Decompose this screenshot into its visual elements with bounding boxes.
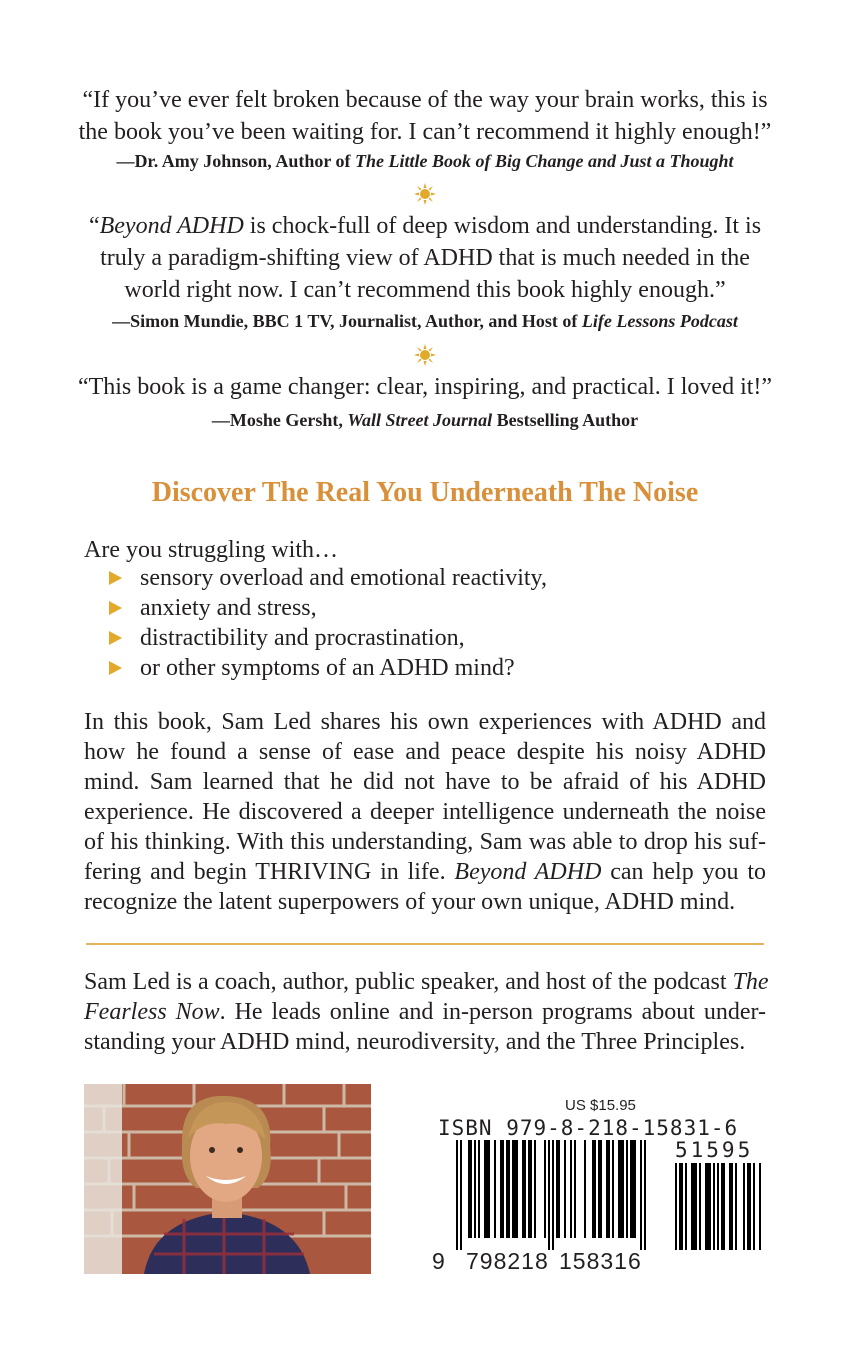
list-item: distractibility and procrastination, bbox=[106, 623, 547, 653]
barcode-bar bbox=[460, 1140, 462, 1250]
endorsement-2-line-3: world right now. I can’t recommend this book highly enough.” bbox=[124, 277, 726, 303]
endorsement-1-line-2: the book you’ve been waiting for. I can’t recommend it highly enough!” bbox=[78, 119, 772, 145]
barcode-bar bbox=[729, 1163, 733, 1250]
barcode-bar bbox=[522, 1140, 526, 1238]
barcode-bar bbox=[753, 1163, 755, 1250]
symptom-list bbox=[106, 563, 547, 683]
price-label: US $15.95 bbox=[565, 1097, 636, 1114]
barcode-bar bbox=[548, 1140, 550, 1250]
endorsement-2-line-2: truly a paradigm-shifting view of ADHD that is much needed in the bbox=[100, 245, 750, 271]
price-addon-code: 51595 bbox=[675, 1138, 754, 1162]
barcode-bar bbox=[618, 1140, 624, 1238]
barcode-digits-right: 158316 bbox=[559, 1248, 642, 1274]
endorsement-1-line-1: “If you’ve ever felt broken because of the way your brain works, this is bbox=[82, 87, 768, 113]
barcode-bar bbox=[626, 1140, 628, 1238]
barcode-bar bbox=[592, 1140, 596, 1238]
barcode-bar bbox=[570, 1140, 572, 1238]
triangle-bullet-icon bbox=[109, 601, 122, 615]
isbn-barcode bbox=[456, 1140, 666, 1250]
endorsement-2-attribution: —Simon Mundie, BBC 1 TV, Journalist, Author, and Host of Life Lessons Podcast bbox=[112, 311, 738, 331]
sun-ornament-icon bbox=[414, 344, 436, 366]
endorsement-1-attribution: —Dr. Amy Johnson, Author of The Little Book of Big Change and Just a Thought bbox=[116, 151, 734, 171]
barcode-bar bbox=[640, 1140, 642, 1250]
triangle-bullet-icon bbox=[109, 661, 122, 675]
lead-question: Are you struggling with… bbox=[84, 537, 338, 563]
barcode-bar bbox=[478, 1140, 480, 1238]
barcode-bar bbox=[759, 1163, 761, 1250]
triangle-bullet-icon bbox=[109, 631, 122, 645]
barcode-bar bbox=[456, 1140, 458, 1250]
barcode-bar bbox=[552, 1140, 554, 1250]
barcode-bar bbox=[468, 1140, 472, 1238]
barcode-bar bbox=[506, 1140, 510, 1238]
book-description: In this book, Sam Led shares his own experiences with ADHD and how he found a sense of ease and peace despite his noisy ADHD mind. Sam learned that he did not have to be afraid of his ADHD experience. He discovered a deeper intelligence underneath the noise of his thinking. With this understanding, Sam was able to drop his suf- fering and begin THRIVING in life. Beyond ADHD can help you to recognize the latent superpowers of your own unique, ADHD mind. bbox=[84, 709, 766, 915]
barcode-digit-prefix: 9 bbox=[432, 1248, 446, 1274]
list-item: anxiety and stress, bbox=[106, 593, 547, 623]
barcode-bar bbox=[474, 1140, 476, 1238]
barcode-bar bbox=[512, 1140, 518, 1238]
triangle-bullet-icon bbox=[109, 571, 122, 585]
sun-ornament-icon bbox=[414, 183, 436, 205]
barcode-bar bbox=[699, 1163, 701, 1250]
barcode-bar bbox=[574, 1140, 576, 1238]
barcode-bar bbox=[612, 1140, 614, 1238]
isbn-text: ISBN 979-8-218-15831-6 bbox=[438, 1116, 739, 1140]
section-heading: Discover The Real You Underneath The Noise bbox=[151, 477, 699, 508]
barcode-bar bbox=[494, 1140, 496, 1238]
barcode-bar bbox=[685, 1163, 687, 1250]
addon-barcode bbox=[675, 1163, 763, 1250]
barcode-bar bbox=[630, 1140, 636, 1238]
divider bbox=[86, 943, 764, 945]
barcode-bar bbox=[564, 1140, 566, 1238]
endorsement-2-line-1: “Beyond ADHD is chock-full of deep wisdom and understanding. It is bbox=[88, 213, 762, 239]
barcode-bar bbox=[747, 1163, 751, 1250]
barcode-bar bbox=[691, 1163, 697, 1250]
barcode-bar bbox=[606, 1140, 610, 1238]
author-bio: Sam Led is a coach, author, public speaker, and host of the podcast The Fearless Now. He leads online and in-person programs about under- standing your ADHD mind, neurodiversity, and the Three Principles. bbox=[84, 969, 769, 1055]
barcode-digits-left: 798218 bbox=[466, 1248, 549, 1274]
author-photo bbox=[84, 1084, 371, 1274]
barcode-bar bbox=[544, 1140, 546, 1238]
barcode-bar bbox=[644, 1140, 646, 1250]
endorsement-3-attribution: —Moshe Gersht, Wall Street Journal Bestselling Author bbox=[211, 410, 639, 430]
barcode-bar bbox=[705, 1163, 711, 1250]
barcode-bar bbox=[743, 1163, 745, 1250]
barcode-bar bbox=[500, 1140, 504, 1238]
list-item: or other symptoms of an ADHD mind? bbox=[106, 653, 547, 683]
list-item: sensory overload and emotional reactivity, bbox=[106, 563, 547, 593]
endorsement-3-line-1: “This book is a game changer: clear, inspiring, and practical. I loved it!” bbox=[77, 374, 773, 400]
barcode-bar bbox=[735, 1163, 737, 1250]
barcode-bar bbox=[534, 1140, 536, 1238]
barcode-bar bbox=[556, 1140, 560, 1238]
barcode-bar bbox=[484, 1140, 490, 1238]
barcode-bar bbox=[713, 1163, 715, 1250]
barcode-bar bbox=[598, 1140, 602, 1238]
barcode-bar bbox=[584, 1140, 586, 1238]
barcode-bar bbox=[679, 1163, 683, 1250]
barcode-bar bbox=[717, 1163, 719, 1250]
barcode-bar bbox=[675, 1163, 677, 1250]
barcode-bar bbox=[528, 1140, 532, 1238]
barcode-bar bbox=[721, 1163, 725, 1250]
